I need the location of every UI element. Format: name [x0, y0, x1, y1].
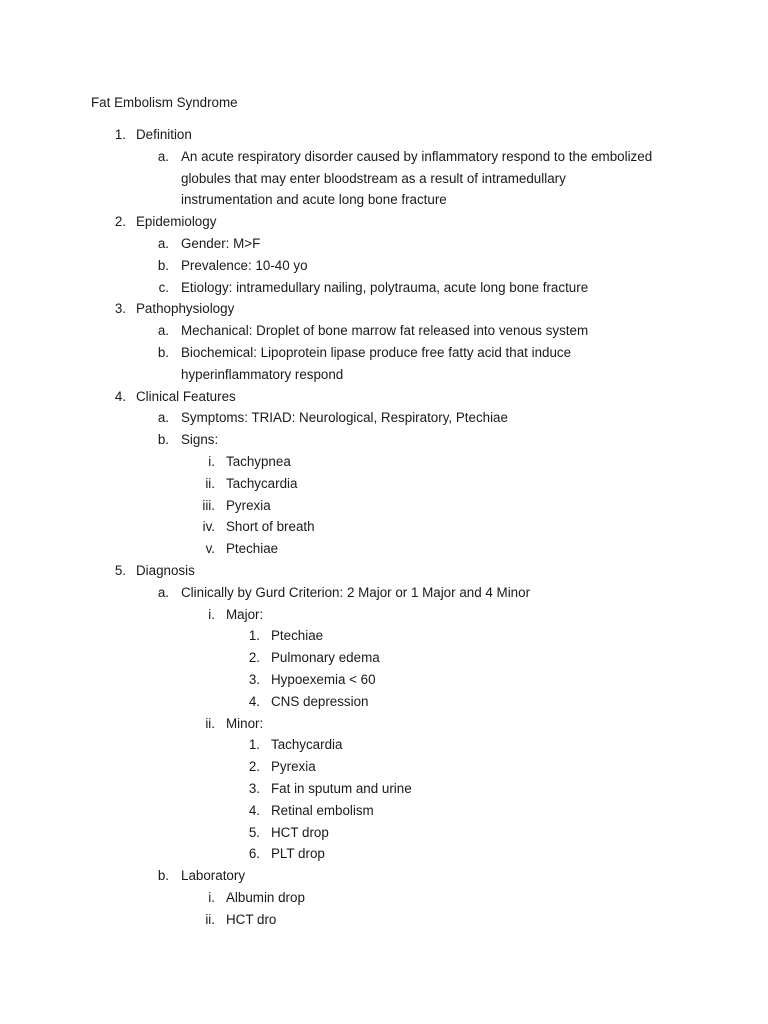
list-item-text: HCT drop	[271, 824, 329, 840]
list-item-text: Definition	[136, 127, 192, 142]
list-item-text: Tachycardia	[271, 737, 343, 753]
list-marker: 2.	[248, 759, 260, 775]
list-item-text: Pyrexia	[226, 497, 271, 513]
list-marker: a.	[157, 148, 169, 164]
outline-item	[0, 604, 768, 626]
outline-item	[0, 734, 768, 756]
list-marker: iii.	[202, 497, 215, 513]
outline-item	[0, 124, 768, 146]
list-item-text: Retinal embolism	[271, 802, 374, 818]
list-marker: 6.	[248, 846, 260, 862]
list-item-text: Short of breath	[226, 519, 315, 535]
list-marker: i.	[208, 606, 215, 622]
list-item-text: CNS depression	[271, 693, 369, 709]
list-marker: a.	[157, 410, 169, 426]
list-marker: b.	[157, 345, 169, 360]
list-item-text: Pathophysiology	[136, 301, 235, 317]
list-item-text: Signs:	[181, 432, 219, 448]
list-marker: a.	[157, 323, 169, 339]
list-marker: 2.	[248, 650, 260, 666]
list-marker: ii.	[205, 475, 215, 491]
outline-item	[0, 843, 768, 865]
list-marker: b.	[157, 868, 169, 884]
list-marker: ii.	[205, 715, 215, 731]
list-marker: v.	[205, 541, 215, 557]
outline-item	[0, 386, 768, 408]
outline-item	[0, 516, 768, 538]
outline-item	[0, 451, 768, 473]
list-item-text: Fat in sputum and urine	[271, 781, 412, 796]
outline-item	[0, 429, 768, 451]
list-marker: 2.	[114, 214, 126, 230]
outline-item	[0, 473, 768, 495]
list-marker: 1.	[248, 628, 260, 644]
list-item-text: PLT drop	[271, 846, 325, 862]
list-item-text: instrumentation and acute long bone fracture	[181, 192, 447, 208]
outline-item	[0, 778, 768, 800]
list-item-text: Ptechiae	[271, 628, 324, 644]
outline-item	[0, 407, 768, 429]
outline-item	[0, 822, 768, 844]
list-item-text: Etiology: intramedullary nailing, polytrauma, acute long bone fracture	[181, 279, 589, 295]
list-marker: 3.	[248, 781, 260, 796]
list-marker: 5.	[248, 824, 260, 840]
list-item-text: Pyrexia	[271, 759, 316, 775]
list-item-text: Diagnosis	[136, 563, 195, 578]
outline-item	[0, 168, 768, 190]
list-marker: 1.	[248, 737, 260, 753]
outline-item	[0, 233, 768, 255]
list-marker: i.	[208, 454, 215, 469]
outline-item	[0, 582, 768, 604]
list-item-text: An acute respiratory disorder caused by inflammatory respond to the embolized	[181, 148, 653, 164]
outline-item	[0, 277, 768, 299]
list-item-text: Tachycardia	[226, 475, 298, 491]
outline-item	[0, 538, 768, 560]
list-item-text: Laboratory	[181, 868, 246, 884]
list-marker: 3.	[248, 672, 260, 687]
outline-item	[0, 909, 768, 931]
list-item-text: Symptoms: TRIAD: Neurological, Respiratory, Ptechiae	[181, 410, 508, 426]
list-item-text: Clinically by Gurd Criterion: 2 Major or 1 Major and 4 Minor	[181, 584, 531, 600]
outline-item	[0, 495, 768, 517]
outline-item	[0, 669, 768, 691]
outline-item	[0, 647, 768, 669]
list-marker: iv.	[202, 519, 215, 535]
list-marker: i.	[208, 890, 215, 905]
outline-item	[0, 211, 768, 233]
list-marker: 5.	[114, 563, 126, 578]
outline-item	[0, 560, 768, 582]
list-item-text: Biochemical: Lipoprotein lipase produce free fatty acid that induce	[181, 345, 572, 360]
list-marker: a.	[157, 584, 169, 600]
list-marker: a.	[157, 236, 169, 251]
outline-item	[0, 713, 768, 735]
outline-item	[0, 255, 768, 277]
outline-item	[0, 625, 768, 647]
outline-item	[0, 146, 768, 168]
list-item-text: hyperinflammatory respond	[181, 366, 344, 382]
list-item-text: Minor:	[226, 715, 264, 731]
list-item-text: Albumin drop	[226, 890, 305, 905]
list-marker: 1.	[114, 127, 126, 142]
outline-item	[0, 800, 768, 822]
list-item-text: Gender: M>F	[181, 236, 261, 251]
list-item-text: Hypoexemia < 60	[271, 672, 376, 687]
outline-item	[0, 189, 768, 211]
list-item-text: Clinical Features	[136, 388, 236, 404]
list-item-text: HCT dro	[226, 911, 277, 927]
outline-item	[0, 887, 768, 909]
list-item-text: Tachypnea	[226, 454, 291, 469]
list-item-text: Pulmonary edema	[271, 650, 380, 666]
list-marker: 4.	[248, 802, 260, 818]
list-item-text: globules that may enter bloodstream as a result of intramedullary	[181, 170, 566, 186]
outline-item	[0, 756, 768, 778]
list-item-text: Major:	[226, 606, 264, 622]
list-marker: b.	[157, 257, 169, 273]
list-marker: 4.	[114, 388, 126, 404]
outline-item	[0, 691, 768, 713]
list-marker: 3.	[114, 301, 126, 317]
list-marker: b.	[157, 432, 169, 448]
list-marker: c.	[158, 279, 169, 295]
list-item-text: Prevalence: 10-40 yo	[181, 257, 308, 273]
outline-item	[0, 320, 768, 342]
outline-item	[0, 364, 768, 386]
outline-item	[0, 865, 768, 887]
list-item-text: Ptechiae	[226, 541, 279, 557]
list-marker: ii.	[205, 911, 215, 927]
list-item-text: Epidemiology	[136, 214, 217, 230]
list-item-text: Mechanical: Droplet of bone marrow fat released into venous system	[181, 323, 589, 339]
outline-item	[0, 342, 768, 364]
document-title-line	[0, 92, 768, 114]
outline-item	[0, 298, 768, 320]
document-title: Fat Embolism Syndrome	[91, 95, 238, 110]
list-marker: 4.	[248, 693, 260, 709]
